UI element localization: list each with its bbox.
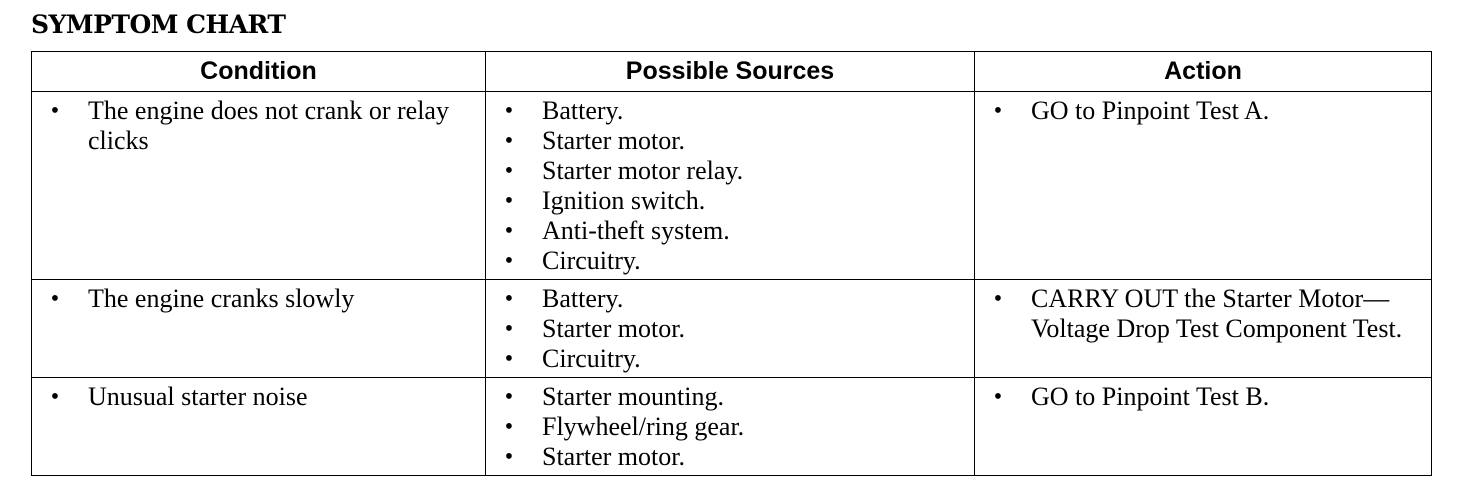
condition-list: [32, 280, 485, 317]
source-text: Circuitry.: [542, 344, 641, 373]
source-text: Battery.: [542, 284, 624, 313]
bullet-icon: •: [504, 316, 514, 342]
bullet-icon: •: [993, 286, 1003, 312]
bullet-icon: •: [504, 218, 514, 244]
source-text: Starter motor.: [542, 442, 685, 471]
source-text: Battery.: [542, 96, 624, 125]
bullet-icon: •: [993, 384, 1003, 410]
list-item: [32, 284, 477, 314]
action-list: [975, 92, 1431, 129]
list-item: [32, 96, 477, 156]
source-text: Ignition switch.: [542, 186, 706, 215]
column-header-action: Action: [975, 52, 1432, 92]
condition-list: [32, 92, 485, 159]
bullet-icon: •: [50, 384, 60, 410]
sources-list: [486, 378, 974, 475]
action-cell: [975, 378, 1432, 476]
sources-cell: [486, 92, 975, 280]
sources-list: [486, 92, 974, 279]
condition-text: Unusual starter noise: [88, 382, 308, 411]
list-item: [486, 412, 966, 442]
bullet-icon: •: [504, 384, 514, 410]
list-item: [486, 216, 966, 246]
source-text: Circuitry.: [542, 246, 641, 275]
action-cell: [975, 92, 1432, 280]
source-text: Anti-theft system.: [542, 216, 730, 245]
page-title: SYMPTOM CHART: [31, 10, 286, 39]
list-item: [486, 156, 966, 186]
action-text: GO to Pinpoint Test A.: [1031, 96, 1270, 125]
bullet-icon: •: [504, 128, 514, 154]
bullet-icon: •: [504, 286, 514, 312]
sources-cell: [486, 280, 975, 378]
condition-cell: [32, 280, 486, 378]
action-cell: [975, 280, 1432, 378]
source-text: Starter motor relay.: [542, 156, 744, 185]
column-header-possible-sources: Possible Sources: [486, 52, 975, 92]
bullet-icon: •: [504, 248, 514, 274]
list-item: [486, 246, 966, 276]
source-text: Flywheel/ring gear.: [542, 412, 745, 441]
bullet-icon: •: [504, 158, 514, 184]
symptom-table: [31, 51, 1432, 476]
bullet-icon: •: [504, 414, 514, 440]
action-list: [975, 280, 1431, 347]
sources-list: [486, 280, 974, 377]
list-item: [486, 344, 966, 374]
condition-list: [32, 378, 485, 415]
action-list: [975, 378, 1431, 415]
source-text: Starter motor.: [542, 314, 685, 343]
sources-cell: [486, 378, 975, 476]
bullet-icon: •: [504, 98, 514, 124]
list-item: [975, 382, 1423, 412]
list-item: [975, 284, 1423, 344]
table-row: [32, 280, 1432, 378]
list-item: [975, 96, 1423, 126]
list-item: [486, 442, 966, 472]
condition-cell: [32, 92, 486, 280]
bullet-icon: •: [504, 346, 514, 372]
list-item: [486, 126, 966, 156]
list-item: [32, 382, 477, 412]
list-item: [486, 284, 966, 314]
condition-cell: [32, 378, 486, 476]
table-row: [32, 378, 1432, 476]
list-item: [486, 314, 966, 344]
source-text: Starter motor.: [542, 126, 685, 155]
table-header-row: [32, 52, 1432, 92]
condition-text: The engine cranks slowly: [88, 284, 355, 313]
condition-text: The engine does not crank or relay clicks: [88, 96, 449, 155]
source-text: Starter mounting.: [542, 382, 724, 411]
table-row: [32, 92, 1432, 280]
action-text: CARRY OUT the Starter Motor—Voltage Drop Test Component Test.: [1031, 284, 1403, 343]
action-text: GO to Pinpoint Test B.: [1031, 382, 1270, 411]
bullet-icon: •: [504, 188, 514, 214]
bullet-icon: •: [50, 286, 60, 312]
list-item: [486, 96, 966, 126]
column-header-condition: Condition: [32, 52, 486, 92]
bullet-icon: •: [993, 98, 1003, 124]
bullet-icon: •: [50, 98, 60, 124]
list-item: [486, 186, 966, 216]
list-item: [486, 382, 966, 412]
bullet-icon: •: [504, 444, 514, 470]
